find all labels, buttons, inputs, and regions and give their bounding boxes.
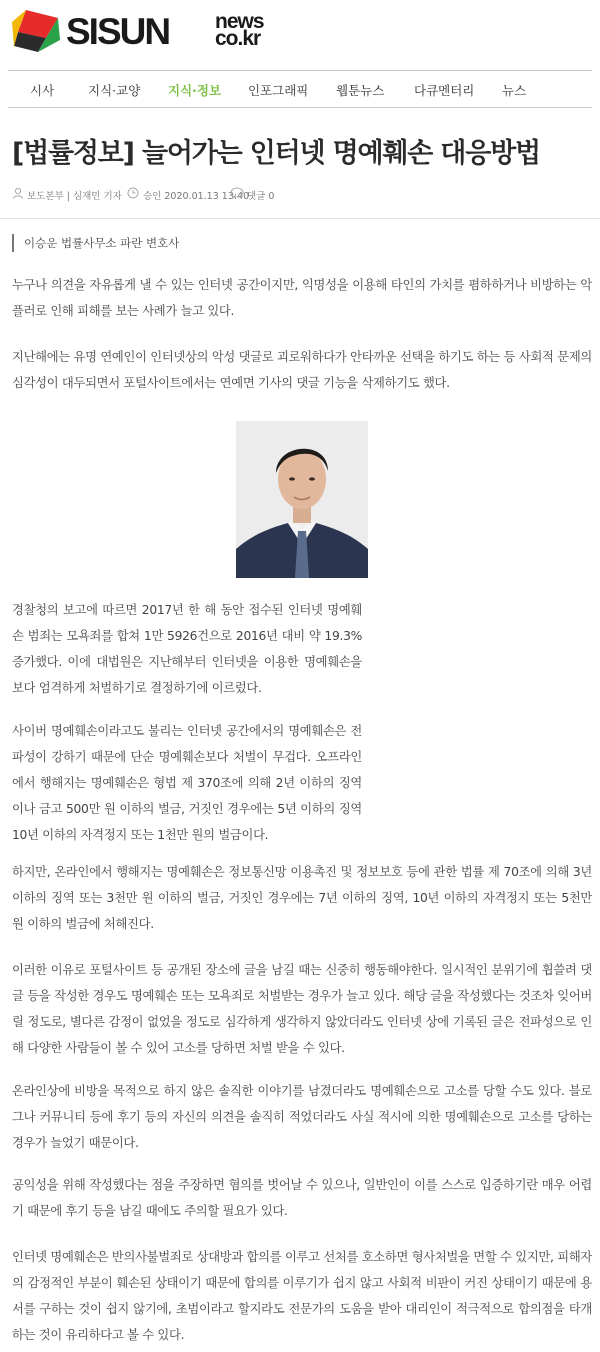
main-nav [8, 70, 592, 108]
nav-item-knowledge-info[interactable]: 지식·정보 [168, 83, 222, 98]
comment-icon [230, 187, 244, 199]
nav-item-infographic[interactable]: 인포그래픽 [248, 83, 309, 98]
user-icon [12, 187, 24, 199]
clock-icon [127, 187, 139, 199]
article-paragraph: 경찰청의 보고에 따르면 2017년 한 해 동안 접수된 인터넷 명예훼손 범죄는 모욕죄를 합쳐 1만 5926건으로 2016년 대비 약 19.3% 증가했다. 이에 대법원은 지난해부터 인터넷을 이용한 명예훼손을 보다 엄격하게 처벌하기로 결정하기에 이르렀다. [12, 603, 362, 695]
nav-item-documentary[interactable]: 다큐멘터리 [414, 83, 475, 98]
portrait-figure [236, 421, 368, 578]
site-logo[interactable] [12, 8, 292, 54]
article-author: 보도본부 | 심재민 기자 [27, 191, 122, 202]
header-divider [0, 218, 600, 219]
article-approved-time: 승인 2020.01.13 13:40 [143, 191, 250, 202]
article-paragraph: 이러한 이유로 포털사이트 등 공개된 장소에 글을 남길 때는 신중히 행동해야한다. 일시적인 분위기에 휩쓸려 댓글 등을 작성한 경우도 명예훼손 또는 모욕죄로 처벌받는 경우가 늘고 있다. 해당 글을 작성했다는 것조차 잊어버릴 정도로, 별다른 감정이 없었을 정도로 심각하게 생각하지 않았더라도 인터넷 상에 기록된 글은 전파성으로 인해 다양한 사람들이 볼 수 있어 고소를 당하면 처벌 받을 수 있다. [12, 963, 592, 1055]
logo-sub-bottom: co.kr [215, 27, 261, 50]
logo-domain [215, 10, 264, 50]
logo-mark-icon [12, 8, 62, 54]
article-title: [법률정보] 늘어가는 인터넷 명예훼손 대응방법 [12, 138, 540, 169]
article-paragraph: 공익성을 위해 작성했다는 점을 주장하면 혐의를 벗어날 수 있으나, 일반인이 이를 스스로 입증하기란 매우 어렵기 때문에 후기 등을 남길 때에도 주의할 필요가 있다. [12, 1178, 592, 1218]
article-paragraph: 하지만, 온라인에서 행해지는 명예훼손은 정보통신망 이용촉진 및 정보보호 등에 관한 법률 제 70조에 의해 3년 이하의 징역 또는 3천만 원 이하의 벌금, 거짓인 경우에는 7년 이하의 징역, 10년 이하의 자격정지 또는 5천만 원 이하의 벌금에 처해진다. [12, 865, 592, 931]
nav-item-webtoon-news[interactable]: 웹툰뉴스 [336, 83, 385, 98]
comment-count[interactable]: 댓글 0 [247, 191, 275, 202]
article-paragraph: 사이버 명예훼손이라고도 불리는 인터넷 공간에서의 명예훼손은 전파성이 강하기 때문에 단순 명예훼손보다 처벌이 무겁다. 오프라인에서 행해지는 명예훼손은 형법 제 370조에 의해 2년 이하의 징역이나 금고 500만 원 이하의 벌금, 거짓인 경우에는 5년 이하의 징역 10년 이하의 자격정지 또는 1천만 원의 벌금이다. [12, 724, 362, 842]
logo-wordmark: SISUN [66, 11, 170, 52]
article-paragraph: 지난해에는 유명 연예인이 인터넷상의 악성 댓글로 괴로워하다가 안타까운 선택을 하기도 하는 등 사회적 문제의 심각성이 대두되면서 포털사이트에서는 연예면 기사의 댓글 기능을 삭제하기도 했다. [12, 350, 592, 390]
article-paragraph: 인터넷 명예훼손은 반의사불벌죄로 상대방과 합의를 이루고 선처를 호소하면 형사처벌을 면할 수 있지만, 피해자의 감정적인 부분이 훼손된 상태이기 때문에 합의를 이루기가 쉽지 않고 사회적 비판이 커진 상태이기 때문에 용서를 구하는 것이 쉽지 않기에, 초범이라고 할지라도 전문가의 도움을 받아 대리인이 적극적으로 합의점을 타개하는 것이 유리하다고 볼 수 있다. [12, 1250, 592, 1342]
nav-item-news[interactable]: 뉴스 [502, 83, 527, 98]
article-byline: 이승운 법률사무소 파란 변호사 [12, 234, 179, 252]
logo-sub-top: news [215, 10, 264, 33]
nav-item-sisa[interactable]: 시사 [30, 83, 55, 98]
article-paragraph: 온라인상에 비방을 목적으로 하지 않은 솔직한 이야기를 남겼더라도 명예훼손으로 고소를 당할 수도 있다. 블로그나 커뮤니티 등에 후기 등의 자신의 의견을 솔직히 적었더라도 사실 적시에 의한 명예훼손으로 고소를 당하는 경우가 늘었기 때문이다. [12, 1084, 592, 1150]
article-paragraph: 누구나 의견을 자유롭게 낼 수 있는 인터넷 공간이지만, 익명성을 이용해 타인의 가치를 폄하하거나 비방하는 악플러로 인해 피해를 보는 사례가 늘고 있다. [12, 278, 592, 318]
lawyer-portrait-photo [236, 421, 368, 578]
nav-item-knowledge-culture[interactable]: 지식·교양 [88, 83, 141, 98]
